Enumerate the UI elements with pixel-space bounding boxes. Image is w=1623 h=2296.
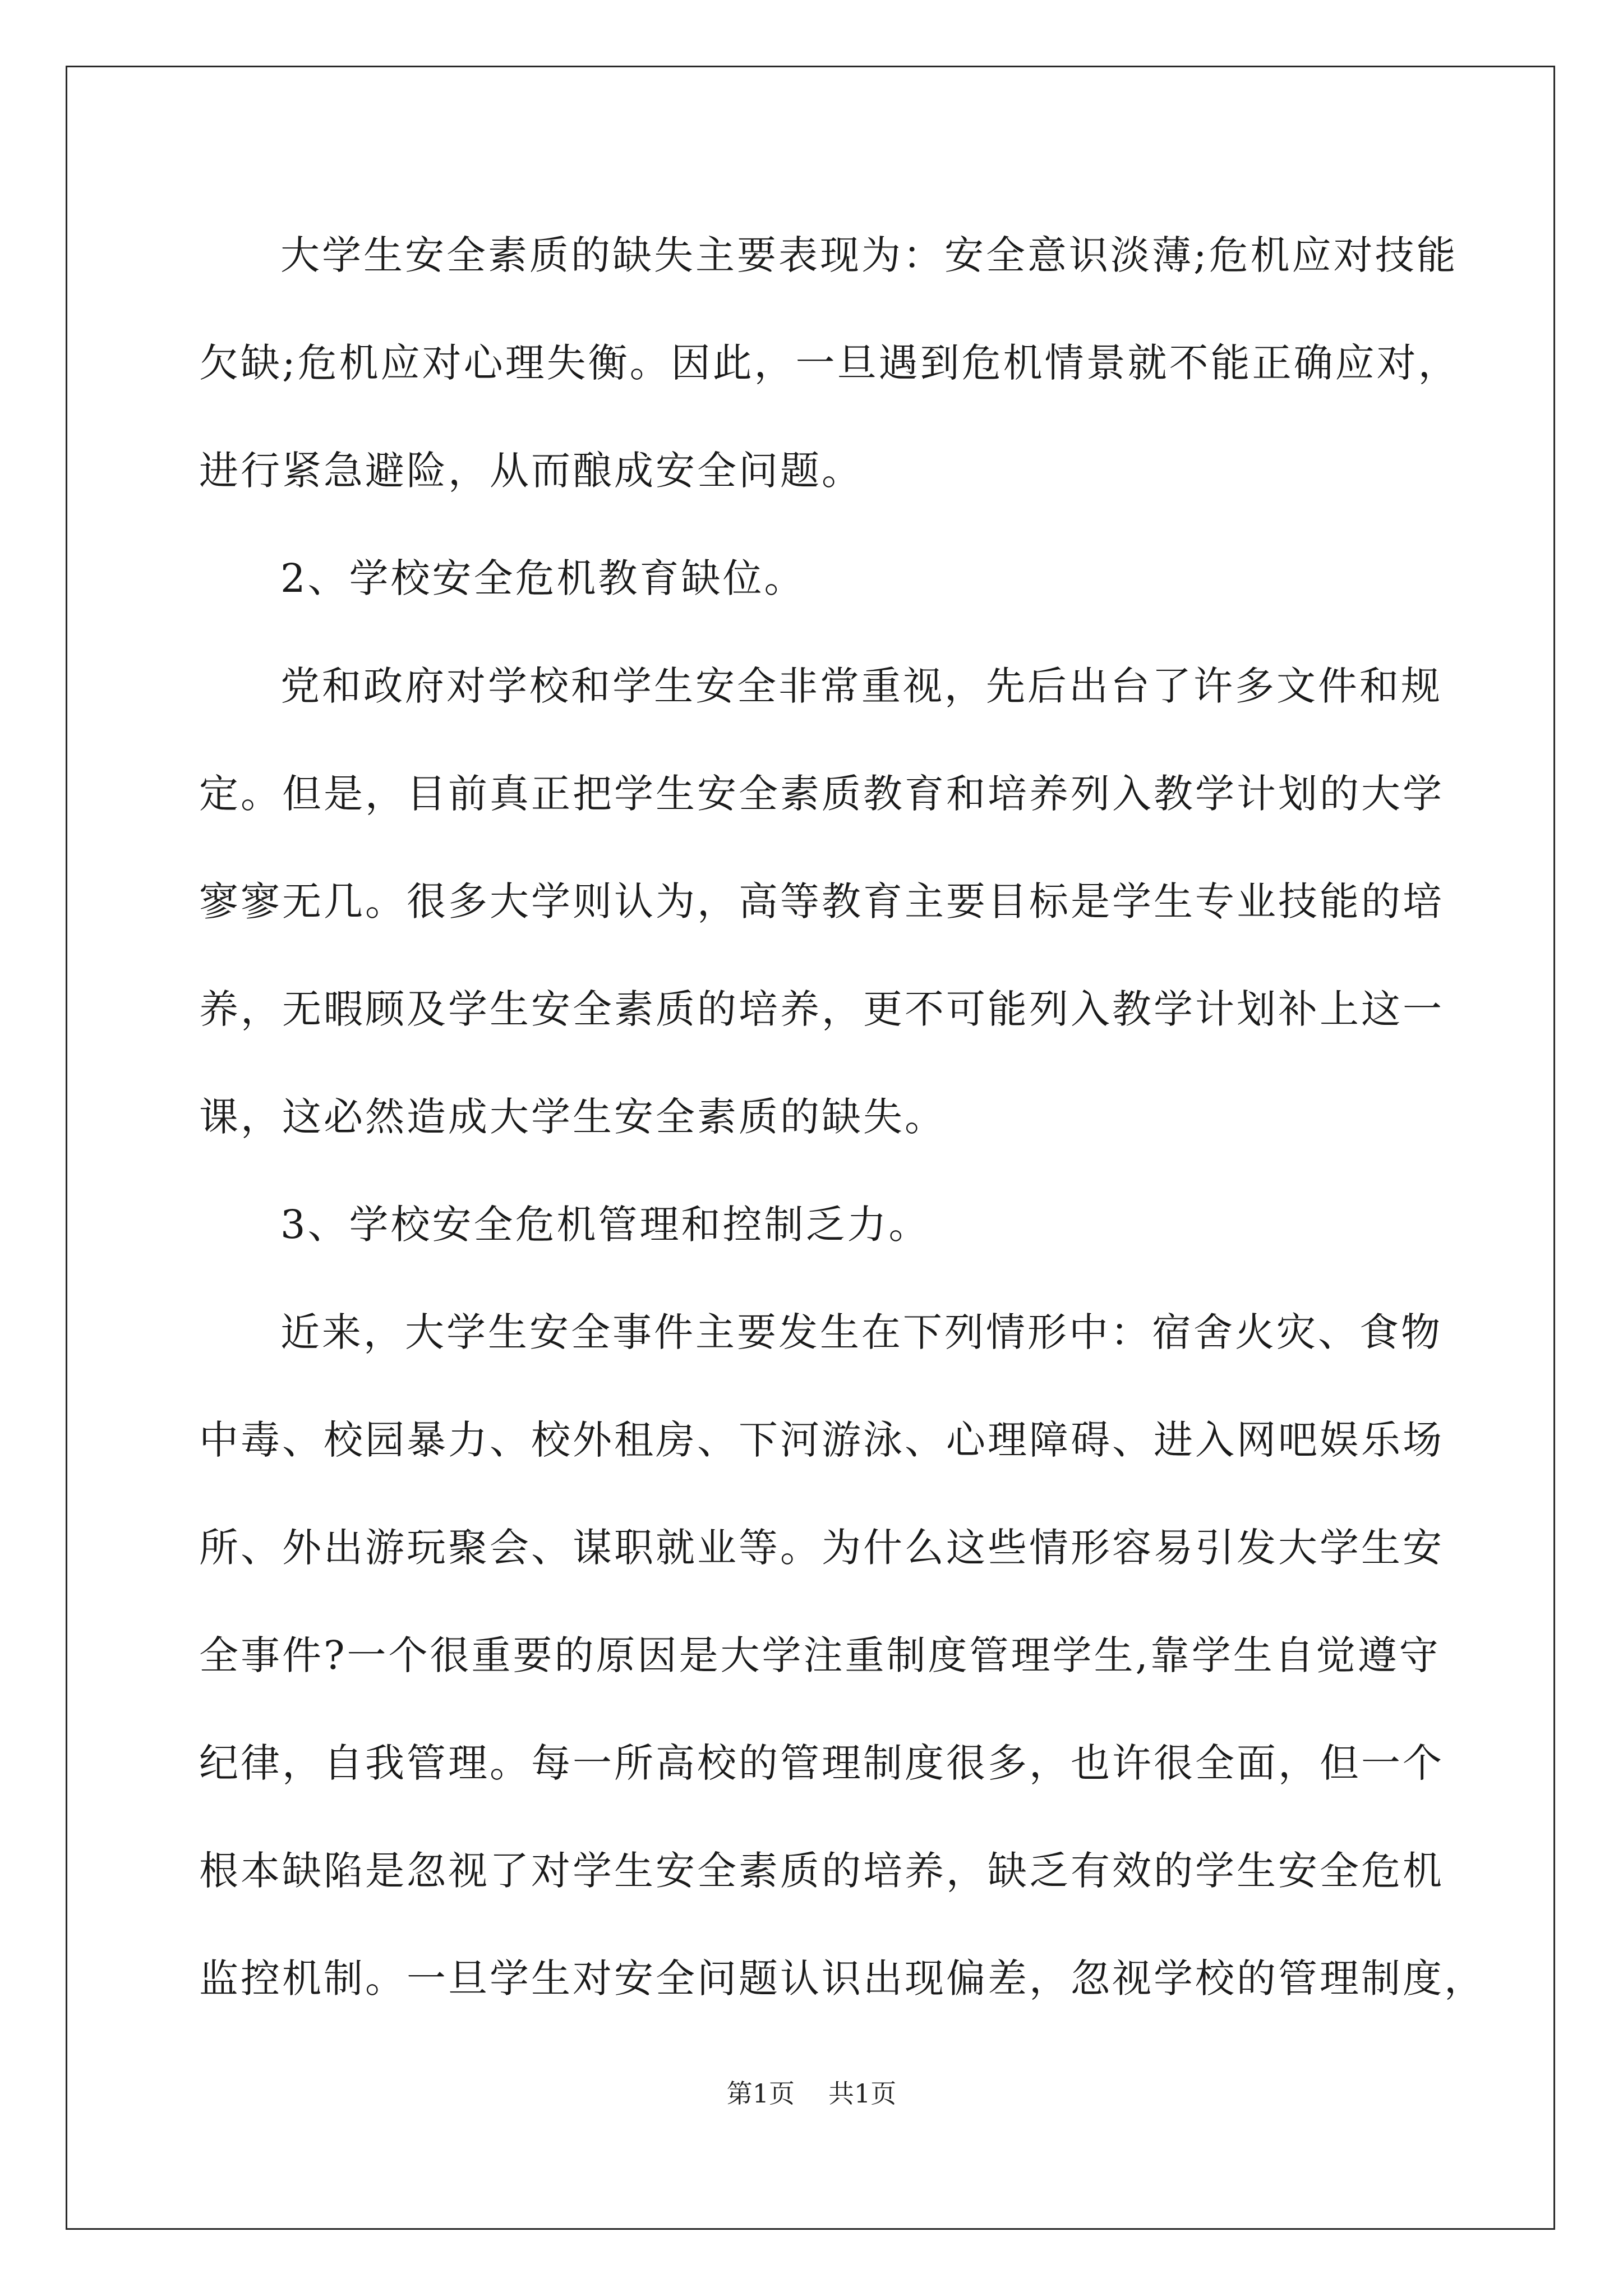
paragraph-line: 党和政府对学校和学生安全非常重视，先后出台了许多文件和规 bbox=[280, 663, 1442, 709]
section-heading: 3、学校安全危机管理和控制乏力。 bbox=[280, 1202, 930, 1248]
page-total: 共1页 bbox=[828, 2078, 897, 2109]
paragraph-line: 纪律，自我管理。每一所高校的管理制度很多，也许很全面，但一个 bbox=[199, 1740, 1444, 1786]
paragraph-line: 大学生安全素质的缺失主要表现为：安全意识淡薄;危机应对技能 bbox=[280, 232, 1458, 278]
paragraph-line: 寥寥无几。很多大学则认为，高等教育主要目标是学生专业技能的培 bbox=[199, 878, 1444, 924]
page-number: 第1页 bbox=[726, 2078, 795, 2109]
paragraph-line: 根本缺陷是忽视了对学生安全素质的培养，缺乏有效的学生安全危机 bbox=[199, 1848, 1444, 1894]
paragraph-line: 监控机制。一旦学生对安全问题认识出现偏差，忽视学校的管理制度， bbox=[199, 1955, 1486, 2001]
paragraph-line: 进行紧急避险，从而酿成安全问题。 bbox=[199, 448, 863, 494]
page-footer bbox=[0, 2077, 1623, 2110]
paragraph-line: 全事件?一个很重要的原因是大学注重制度管理学生,靠学生自觉遵守 bbox=[199, 1632, 1441, 1678]
paragraph-line: 中毒、校园暴力、校外租房、下河游泳、心理障碍、进入网吧娱乐场 bbox=[199, 1417, 1444, 1463]
paragraph-line: 养，无暇顾及学生安全素质的培养，更不可能列入教学计划补上这一 bbox=[199, 986, 1444, 1032]
paragraph-line: 所、外出游玩聚会、谋职就业等。为什么这些情形容易引发大学生安 bbox=[199, 1525, 1444, 1571]
section-heading: 2、学校安全危机教育缺位。 bbox=[280, 555, 806, 601]
paragraph-line: 课，这必然造成大学生安全素质的缺失。 bbox=[199, 1094, 946, 1140]
paragraph-line: 定。但是，目前真正把学生安全素质教育和培养列入教学计划的大学 bbox=[199, 771, 1444, 817]
paragraph-line: 欠缺;危机应对心理失衡。因此，一旦遇到危机情景就不能正确应对， bbox=[199, 340, 1460, 386]
paragraph-line: 近来，大学生安全事件主要发生在下列情形中：宿舍火灾、食物 bbox=[280, 1309, 1442, 1355]
